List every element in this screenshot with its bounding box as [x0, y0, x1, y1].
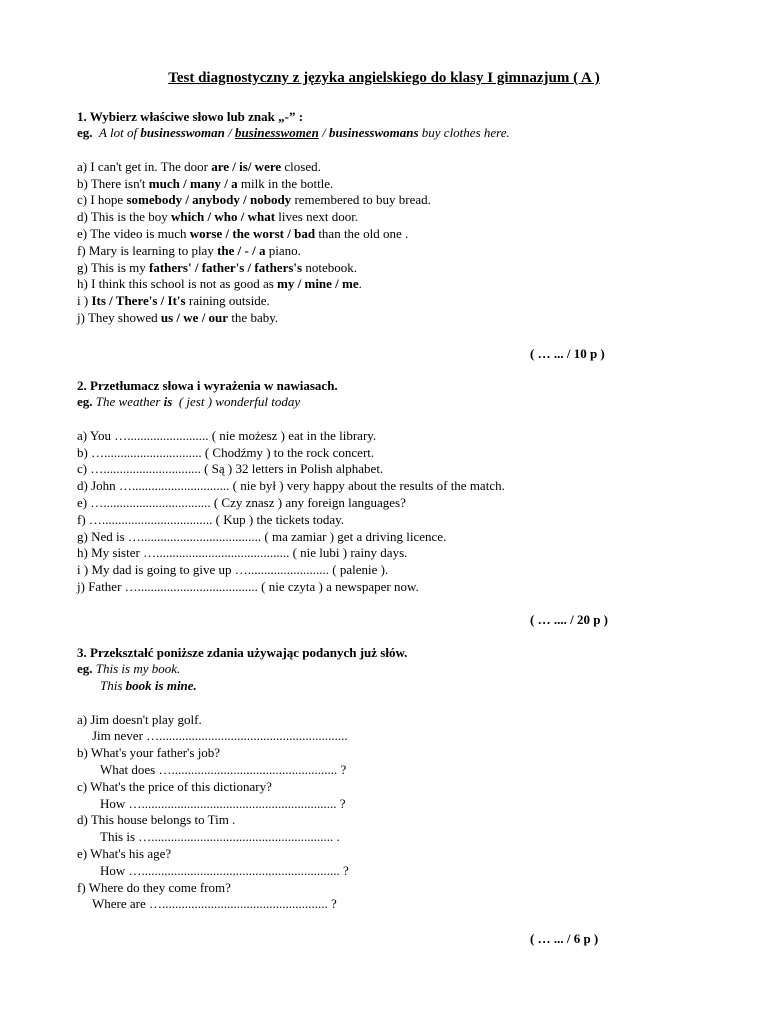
translation-item: i ) My dad is going to give up …......................... ( palenie ). — [77, 562, 389, 578]
answer-options: Its / There's / It's — [91, 293, 186, 309]
question-item — [77, 159, 697, 176]
translation-item: h) My sister …......................................... ( nie lubi ) rainy days. — [77, 545, 408, 561]
question-text-end: than the old one . — [315, 225, 409, 241]
translation-item: g) Ned is …..................................... ( ma zamiar ) get a driving licence. — [77, 528, 447, 544]
question-text: g) This is my — [77, 259, 149, 275]
section-3-score: ( … ... / 6 p ) — [530, 931, 599, 946]
translation-item: c) ….............................. ( Są ) 32 letters in Polish alphabet. — [77, 461, 384, 477]
answer-options: which / who / what — [171, 209, 276, 225]
section-3-example-answer: This book is mine. — [100, 677, 197, 693]
translation-item: a) You …......................... ( nie możesz ) eat in the library. — [77, 427, 377, 443]
question-text: d) This is the boy — [77, 209, 172, 225]
question-text-end: notebook. — [302, 259, 357, 275]
transform-question: a) Jim doesn't play golf. — [77, 711, 202, 727]
question-item — [77, 276, 697, 293]
answer-options: much / many / a — [148, 175, 238, 191]
section-2 — [77, 377, 697, 596]
transform-question: d) This house belongs to Tim . — [77, 812, 236, 828]
question-item — [77, 243, 697, 260]
translation-item: b) ….............................. ( Chodźmy ) to the rock concert. — [77, 444, 375, 460]
question-text-end: remembered to buy bread. — [291, 192, 431, 208]
transform-question: e) What's his age? — [77, 845, 172, 861]
question-text: c) I hope — [77, 192, 127, 208]
question-text: i ) — [77, 293, 92, 309]
transform-question: f) Where do they come from? — [77, 879, 231, 895]
answer-options: somebody / anybody / nobody — [126, 192, 292, 208]
transform-question: b) What's your father's job? — [77, 745, 221, 761]
section-1 — [77, 108, 697, 327]
question-text-end: . — [358, 276, 362, 292]
question-text: f) Mary is learning to play — [77, 242, 218, 258]
section-2-heading: 2. Przetłumacz słowa i wyrażenia w nawiasach. — [77, 378, 338, 393]
section-1-heading: 1. Wybierz właściwe słowo lub znak „-” : — [77, 109, 304, 124]
section-1-score: ( … ... / 10 p ) — [530, 346, 605, 361]
answer-options: worse / the worst / bad — [189, 225, 316, 241]
answer-options: fathers' / father's / fathers's — [149, 259, 303, 275]
section-2-score: ( … .... / 20 p ) — [530, 612, 608, 627]
section-2-items — [77, 428, 697, 596]
question-item — [77, 176, 697, 193]
question-text-end: the baby. — [228, 309, 279, 325]
question-item — [77, 192, 697, 209]
question-text-end: piano. — [265, 242, 301, 258]
question-text: b) There isn't — [77, 175, 149, 191]
question-item — [77, 310, 697, 327]
question-item — [77, 293, 697, 310]
section-3-items — [77, 712, 697, 914]
transform-answer-line: What does …................................................... ? — [100, 761, 347, 777]
translation-item: j) Father …..................................... ( nie czyta ) a newspaper now. — [77, 578, 419, 594]
translation-item: e) …................................. ( Czy znasz ) any foreign languages? — [77, 494, 406, 510]
question-item — [77, 209, 697, 226]
question-text: h) I think this school is not as good as — [77, 276, 278, 292]
section-3-example: eg. This is my book. — [77, 661, 181, 676]
translation-item: d) John ….............................. ( nie był ) very happy about the results of the match. — [77, 478, 505, 494]
section-1-example: eg. A lot of businesswoman / businesswomen / businesswomans buy clothes here. — [77, 125, 510, 140]
question-item — [77, 226, 697, 243]
question-text-end: milk in the bottle. — [237, 175, 334, 191]
question-text-end: lives next door. — [275, 209, 359, 225]
question-text: e) The video is much — [77, 225, 190, 241]
answer-options: are / is/ were — [211, 158, 282, 174]
section-3-heading: 3. Przekształć poniższe zdania używając podanych już słów. — [77, 645, 408, 660]
question-item — [77, 260, 697, 277]
translation-item: f) ….................................. ( Kup ) the tickets today. — [77, 511, 345, 527]
answer-options: the / - / a — [217, 242, 266, 258]
answer-options: us / we / our — [160, 309, 229, 325]
question-text: a) I can't get in. The door — [77, 158, 212, 174]
section-1-items — [77, 159, 697, 327]
transform-answer-line: Jim never ….......................................................... — [92, 728, 348, 744]
transform-answer-line: Where are …................................................... ? — [92, 896, 337, 912]
question-text: j) They showed — [77, 309, 161, 325]
section-2-example: eg. The weather is ( jest ) wonderful today — [77, 394, 301, 409]
section-3 — [77, 644, 697, 913]
question-text-end: raining outside. — [185, 293, 270, 309]
transform-question: c) What's the price of this dictionary? — [77, 778, 272, 794]
question-text-end: closed. — [281, 158, 321, 174]
transform-answer-line: This is …........................................................ . — [100, 829, 340, 845]
transform-answer-line: How …............................................................ ? — [100, 795, 346, 811]
transform-answer-line: How …............................................................. ? — [100, 862, 349, 878]
page-title: Test diagnostyczny z języka angielskiego do klasy I gimnazjum ( A ) — [168, 70, 600, 86]
answer-options: my / mine / me — [277, 276, 359, 292]
